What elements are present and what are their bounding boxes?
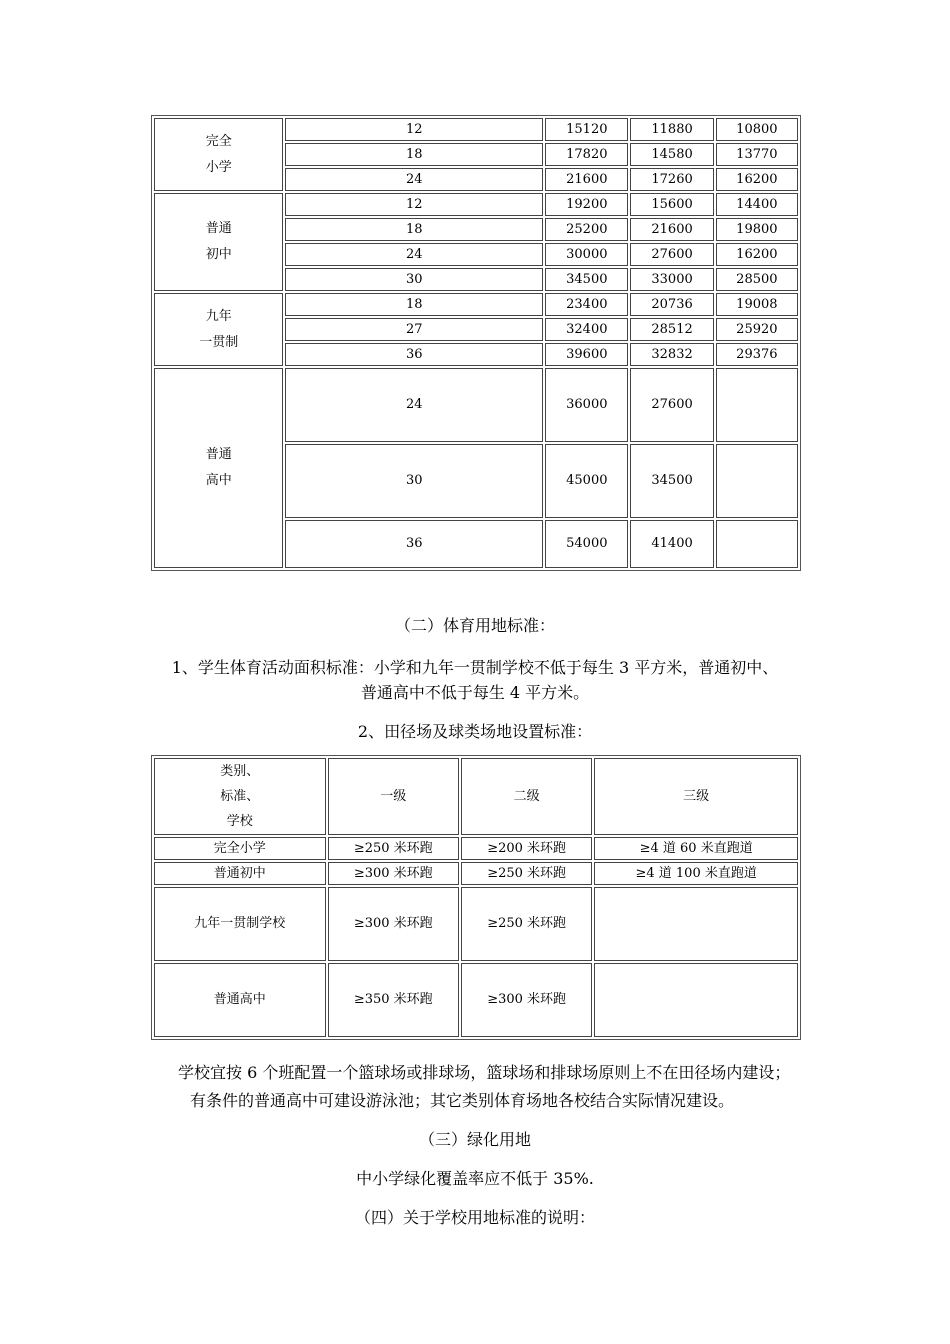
table1-row	[154, 193, 798, 216]
area-value-cell: 25200	[545, 218, 628, 241]
section2-title: （二）体育用地标准：	[394, 616, 555, 635]
area-value-cell: 32400	[545, 318, 628, 341]
school-type-cell: 普通高中	[154, 963, 326, 1037]
school-type-cell: 九年一贯制学校	[154, 887, 326, 961]
level2-cell: ≥200 米环跑	[461, 837, 592, 860]
area-value-cell	[716, 444, 798, 518]
area-value-cell: 41400	[630, 520, 713, 568]
table1-row	[154, 368, 798, 442]
area-value-cell: 21600	[630, 218, 713, 241]
table2-header-row	[154, 758, 798, 835]
class-count-cell: 30	[285, 268, 543, 291]
table2-row	[154, 837, 798, 860]
category-line: 小学	[205, 159, 232, 175]
table2-row	[154, 862, 798, 885]
area-value-cell: 28512	[630, 318, 713, 341]
header-level2: 二级	[461, 758, 592, 835]
area-value-cell: 36000	[545, 368, 628, 442]
class-count-cell: 18	[285, 293, 543, 316]
item2-title: 2、田径场及球类场地设置标准：	[357, 722, 593, 741]
header-level3: 三级	[594, 758, 798, 835]
school-category-cell	[154, 293, 283, 366]
area-value-cell: 29376	[716, 343, 798, 366]
area-value-cell: 27600	[630, 368, 713, 442]
area-value-cell: 32832	[630, 343, 713, 366]
area-value-cell: 54000	[545, 520, 628, 568]
area-value-cell: 14400	[716, 193, 798, 216]
note-line2: 有条件的普通高中可建设游泳池；其它类别体育场地各校结合实际情况建设。	[190, 1091, 735, 1110]
category-line: 普通	[205, 447, 232, 462]
table1-row	[154, 293, 798, 316]
note-line1: 学校宜按 6 个班配置一个篮球场或排球场，篮球场和排球场原则上不在田径场内建设；	[178, 1063, 791, 1082]
level2-cell: ≥250 米环跑	[461, 887, 592, 961]
class-count-cell: 24	[285, 168, 543, 191]
class-count-cell: 24	[285, 243, 543, 266]
class-count-cell: 30	[285, 444, 543, 518]
header-line: 标准、	[220, 789, 260, 804]
level1-cell: ≥250 米环跑	[328, 837, 459, 860]
area-value-cell: 30000	[545, 243, 628, 266]
item1-line2: 普通高中不低于每生 4 平方米。	[360, 683, 590, 702]
level1-cell: ≥350 米环跑	[328, 963, 459, 1037]
level1-cell: ≥300 米环跑	[328, 887, 459, 961]
category-line: 一贯制	[199, 334, 239, 350]
level1-cell: ≥300 米环跑	[328, 862, 459, 885]
section4-title: （四）关于学校用地标准的说明：	[354, 1208, 595, 1227]
area-value-cell: 23400	[545, 293, 628, 316]
area-value-cell: 16200	[716, 168, 798, 191]
area-value-cell: 15600	[630, 193, 713, 216]
area-value-cell: 16200	[716, 243, 798, 266]
class-count-cell: 12	[285, 118, 543, 141]
category-line: 高中	[205, 473, 232, 488]
area-value-cell: 34500	[630, 444, 713, 518]
level3-cell	[594, 963, 798, 1037]
level2-cell: ≥250 米环跑	[461, 862, 592, 885]
area-value-cell	[716, 520, 798, 568]
area-value-cell: 19200	[545, 193, 628, 216]
area-value-cell: 21600	[545, 168, 628, 191]
track-field-table	[151, 755, 801, 1040]
class-count-cell: 18	[285, 218, 543, 241]
school-category-cell	[154, 193, 283, 291]
land-area-table	[151, 115, 801, 571]
level3-cell	[594, 887, 798, 961]
area-value-cell: 34500	[545, 268, 628, 291]
area-value-cell: 39600	[545, 343, 628, 366]
section3-text: 中小学绿化覆盖率应不低于 35%.	[356, 1169, 594, 1188]
area-value-cell: 33000	[630, 268, 713, 291]
area-value-cell: 17820	[545, 143, 628, 166]
header-category-cell	[154, 758, 326, 835]
area-value-cell: 19008	[716, 293, 798, 316]
class-count-cell: 18	[285, 143, 543, 166]
class-count-cell: 24	[285, 368, 543, 442]
area-value-cell: 27600	[630, 243, 713, 266]
school-category-cell	[154, 118, 283, 191]
table2-row	[154, 963, 798, 1037]
school-type-cell: 普通初中	[154, 862, 326, 885]
area-value-cell: 15120	[545, 118, 628, 141]
area-value-cell: 20736	[630, 293, 713, 316]
area-value-cell: 14580	[630, 143, 713, 166]
school-type-cell: 完全小学	[154, 837, 326, 860]
table2-row	[154, 887, 798, 961]
header-level1: 一级	[328, 758, 459, 835]
area-value-cell: 10800	[716, 118, 798, 141]
class-count-cell: 27	[285, 318, 543, 341]
area-value-cell: 13770	[716, 143, 798, 166]
area-value-cell: 28500	[716, 268, 798, 291]
level3-cell: ≥4 道 100 米直跑道	[594, 862, 798, 885]
class-count-cell: 12	[285, 193, 543, 216]
area-value-cell: 25920	[716, 318, 798, 341]
level2-cell: ≥300 米环跑	[461, 963, 592, 1037]
area-value-cell	[716, 368, 798, 442]
category-line: 普通	[205, 221, 232, 236]
level3-cell: ≥4 道 60 米直跑道	[594, 837, 798, 860]
header-line: 学校	[226, 814, 253, 829]
area-value-cell: 11880	[630, 118, 713, 141]
category-line: 初中	[205, 247, 232, 262]
area-value-cell: 19800	[716, 218, 798, 241]
header-line: 类别、	[220, 764, 260, 779]
category-line: 完全	[205, 133, 232, 149]
area-value-cell: 17260	[630, 168, 713, 191]
class-count-cell: 36	[285, 520, 543, 568]
category-line: 九年	[205, 308, 232, 324]
area-value-cell: 45000	[545, 444, 628, 518]
item1-line1: 1、学生体育活动面积标准：小学和九年一贯制学校不低于每生 3 平方米，普通初中、	[171, 658, 779, 677]
section3-title: （三）绿化用地	[418, 1130, 531, 1149]
school-category-cell	[154, 368, 283, 568]
class-count-cell: 36	[285, 343, 543, 366]
table1-row	[154, 118, 798, 141]
